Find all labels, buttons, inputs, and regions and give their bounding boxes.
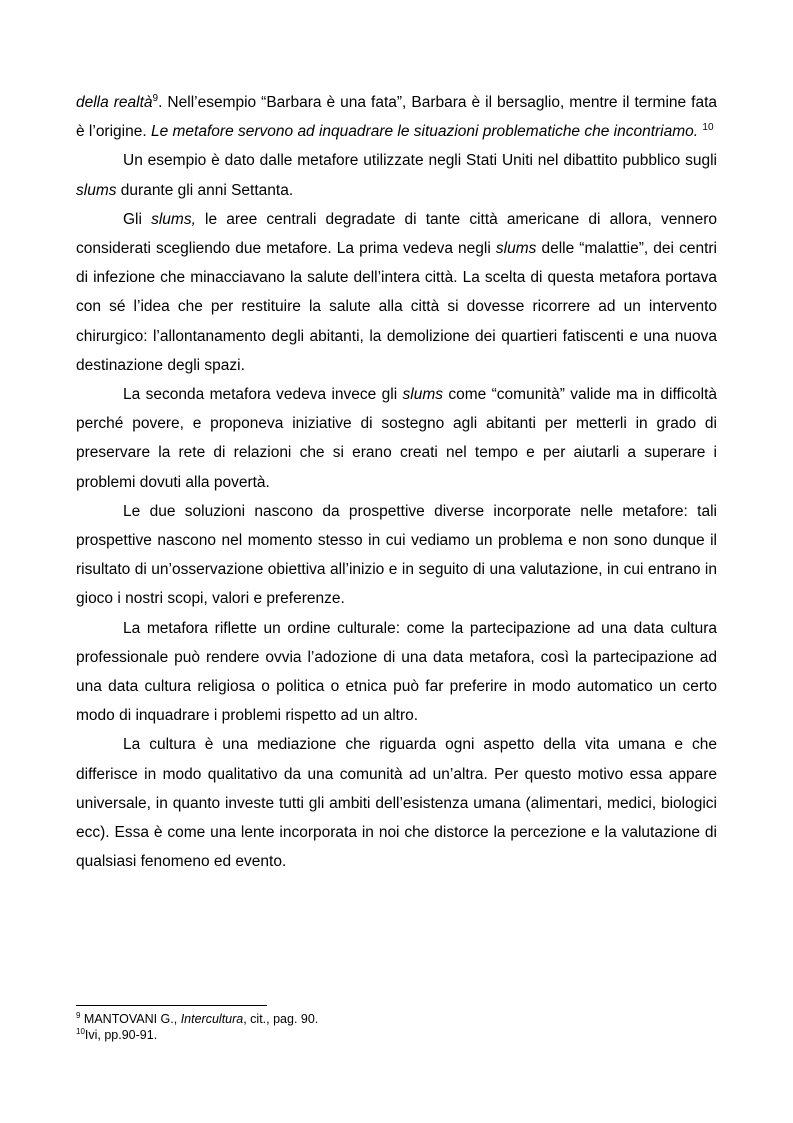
footnote-divider — [76, 1005, 267, 1006]
footnote-10 — [76, 1027, 717, 1043]
italic-text: della realtà — [76, 94, 153, 111]
italic-text: slums — [495, 240, 537, 258]
text-span: come “comunità” valide ma in difficoltà perché povere, e proponeva iniziative di sostegno agli abitanti per metterli in grado di preservare la rete di relazioni che si erano creati nel tempo e per aiutarli a superare i problemi dovuti alla povertà. — [76, 386, 717, 491]
footnote-text: Ivi, pp.90-91. — [84, 1028, 158, 1042]
paragraph-7: La cultura è una mediazione che riguarda ogni aspetto della vita umana e che differisce in modo qualitativo da una comunità ad un’altra. Per questo motivo essa appare universale, in quanto investe tutti gli ambiti dell’esistenza umana (alimentari, medici, biologici ecc). Essa è come una lente incorporata in noi che distorce la percezione e la valutazione di qualsiasi fenomeno ed evento. — [76, 736, 717, 871]
paragraph-1 — [76, 88, 717, 146]
paragraph-4 — [76, 380, 717, 497]
footnote-ref-10[interactable]: 10 — [702, 122, 714, 134]
italic-text: Le metafore servono ad inquadrare le situazioni problematiche che incontriamo. — [150, 123, 699, 141]
paragraph-2 — [76, 146, 717, 204]
italic-text: slums — [76, 181, 117, 199]
text-span: durante gli anni Settanta. — [116, 181, 294, 199]
footnote-9 — [76, 1011, 717, 1027]
text-span: delle “malattie”, dei centri di infezione che minacciavano la salute dell’intera città. La scelta di questa metafora portava con sé l’idea che per restituire la salute alla città si dovesse ricorrere ad un intervento chirurgico: l’allontanamento degli abitanti, la demolizione dei quartieri fatiscenti e una nuova destinazione degli spazi. — [76, 240, 717, 374]
footnote-title: Intercultura — [180, 1012, 244, 1026]
italic-text: slums, — [151, 210, 196, 228]
paragraph-5: Le due soluzioni nascono da prospettive diverse incorporate nelle metafore: tali prospettive nascono nel momento stesso in cui vediamo un problema e non sono dunque il risultato di un’osservazione obiettiva all’inizio e in seguito di una valutazione, in cui entrano in gioco i nostri scopi, valori e preferenze. — [76, 502, 717, 608]
footnote-text: , cit., pag. 90. — [243, 1012, 319, 1026]
page-body — [76, 88, 717, 876]
footnote-ref-9[interactable]: 9 — [152, 92, 159, 104]
footnote-number: 10 — [76, 1026, 85, 1036]
footnote-text: MANTOVANI G., — [80, 1012, 181, 1026]
footnotes — [76, 1011, 717, 1043]
text-span: le aree centrali degradate di tante città americane di allora, vennero considerati scegliendo due metafore. La prima vedeva negli — [76, 210, 717, 258]
text-span: La seconda metafora vedeva invece gli — [123, 386, 403, 404]
footnote-number: 9 — [76, 1010, 81, 1020]
text-span: . Nell’esempio “Barbara è una fata”, Barbara è il bersaglio, mentre il termine fata è l’origine. — [76, 94, 718, 141]
italic-text: slums — [402, 386, 443, 404]
text-span: Un esempio è dato dalle metafore utilizzate negli Stati Uniti nel dibattito pubblico sugli — [123, 152, 717, 170]
paragraph-6: La metafora riflette un ordine culturale: come la partecipazione ad una data cultura professionale può rendere ovvia l’adozione di una data metafora, così la partecipazione ad una data cultura religiosa o politica o etnica può far preferire in modo automatico un certo modo di inquadrare i problemi rispetto ad un altro. — [76, 619, 717, 725]
paragraph-3 — [76, 205, 717, 380]
text-span: Gli — [123, 210, 152, 228]
